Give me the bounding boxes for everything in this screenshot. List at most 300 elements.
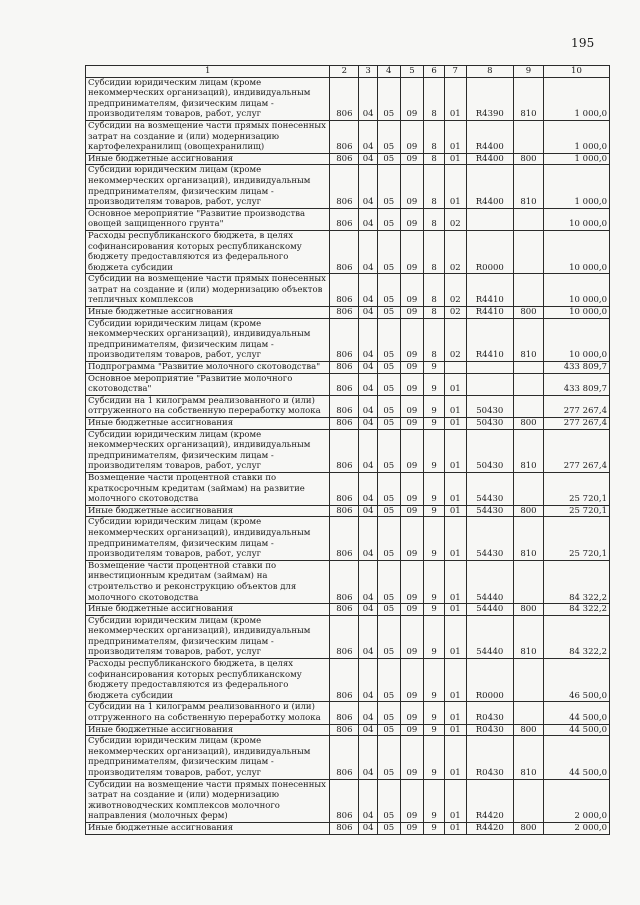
row-code-subprogram: 8 [424, 120, 445, 153]
row-code-admin: 806 [330, 165, 359, 208]
row-code-subprogram: 9 [424, 505, 445, 517]
row-description: Иные бюджетные ассигнования [86, 307, 330, 319]
row-code-subsection: 05 [377, 395, 400, 417]
row-code-expense-type [514, 472, 544, 505]
row-code-admin: 806 [330, 505, 359, 517]
table-row [86, 429, 610, 472]
table-row [86, 165, 610, 208]
row-code-direction: R4410 [466, 318, 513, 361]
row-code-event: 01 [444, 153, 466, 165]
row-code-direction [466, 362, 513, 374]
table-row [86, 560, 610, 603]
row-code-subprogram: 9 [424, 373, 445, 395]
row-code-subsection: 05 [377, 517, 400, 560]
row-description: Субсидии юридическим лицам (кроме некоммерческих организаций), индивидуальным предпринимателям, физическим лицам - производителям товаров, работ, услуг [86, 615, 330, 658]
row-code-expense-type [514, 120, 544, 153]
row-code-subsection: 05 [377, 307, 400, 319]
row-code-section: 04 [359, 120, 378, 153]
row-code-subsection: 05 [377, 77, 400, 120]
row-code-subprogram: 9 [424, 736, 445, 779]
row-code-direction: R4410 [466, 274, 513, 307]
row-amount: 10 000,0 [543, 230, 609, 273]
row-code-admin: 806 [330, 472, 359, 505]
row-code-subsection: 05 [377, 822, 400, 834]
row-code-subprogram: 9 [424, 517, 445, 560]
row-code-admin: 806 [330, 724, 359, 736]
row-code-section: 04 [359, 165, 378, 208]
row-code-direction: R4420 [466, 822, 513, 834]
table-row [86, 604, 610, 616]
row-code-expense-type [514, 659, 544, 702]
row-code-subprogram: 9 [424, 418, 445, 430]
row-code-section: 04 [359, 77, 378, 120]
row-code-direction: R4400 [466, 165, 513, 208]
row-description: Субсидии юридическим лицам (кроме некоммерческих организаций), индивидуальным предпринимателям, физическим лицам - производителям товаров, работ, услуг [86, 77, 330, 120]
row-code-direction: 54440 [466, 604, 513, 616]
row-code-admin: 806 [330, 373, 359, 395]
row-code-event: 01 [444, 736, 466, 779]
table-row [86, 230, 610, 273]
row-code-event: 02 [444, 230, 466, 273]
row-amount: 44 500,0 [543, 736, 609, 779]
row-code-subsection: 05 [377, 120, 400, 153]
row-code-subsection: 05 [377, 373, 400, 395]
row-code-expense-type: 810 [514, 736, 544, 779]
row-description: Субсидии юридическим лицам (кроме некоммерческих организаций), индивидуальным предпринимателям, физическим лицам - производителям товаров, работ, услуг [86, 429, 330, 472]
row-amount: 433 809,7 [543, 362, 609, 374]
row-code-subprogram: 8 [424, 318, 445, 361]
table-row [86, 318, 610, 361]
row-code-subprogram: 9 [424, 604, 445, 616]
column-header: 6 [424, 66, 445, 78]
row-description: Иные бюджетные ассигнования [86, 724, 330, 736]
row-amount: 2 000,0 [543, 779, 609, 822]
table-row [86, 120, 610, 153]
row-description: Субсидии на возмещение части прямых понесенных затрат на создание и (или) модернизацию животноводческих комплексов молочного направления (молочных ферм) [86, 779, 330, 822]
row-code-admin: 806 [330, 208, 359, 230]
row-code-section: 04 [359, 472, 378, 505]
row-code-event: 01 [444, 724, 466, 736]
row-code-expense-type: 800 [514, 822, 544, 834]
row-description: Расходы республиканского бюджета, в целях софинансирования которых республиканскому бюджету предоставляются из федерального бюджета субсидии [86, 230, 330, 273]
row-code-subsection: 05 [377, 429, 400, 472]
row-code-expense-type [514, 208, 544, 230]
row-code-admin: 806 [330, 230, 359, 273]
row-code-subsection: 05 [377, 418, 400, 430]
row-code-admin: 806 [330, 615, 359, 658]
column-header: 5 [400, 66, 424, 78]
row-code-admin: 806 [330, 307, 359, 319]
budget-table [85, 65, 610, 835]
row-code-subprogram: 9 [424, 724, 445, 736]
column-header: 3 [359, 66, 378, 78]
row-code-subprogram: 9 [424, 429, 445, 472]
row-code-subprogram: 8 [424, 77, 445, 120]
row-code-subsection: 05 [377, 736, 400, 779]
row-code-expense-type: 800 [514, 604, 544, 616]
row-code-direction: 54430 [466, 517, 513, 560]
row-code-subsection: 05 [377, 724, 400, 736]
row-description: Возмещение части процентной ставки по инвестиционным кредитам (займам) на строительство и реконструкцию объектов для молочного скотоводства [86, 560, 330, 603]
row-code-subprogram: 9 [424, 779, 445, 822]
row-amount: 25 720,1 [543, 472, 609, 505]
row-code-admin: 806 [330, 736, 359, 779]
row-code-event: 01 [444, 560, 466, 603]
row-code-direction: R0430 [466, 736, 513, 779]
row-code-direction: 54440 [466, 615, 513, 658]
row-code-expense-type [514, 362, 544, 374]
row-amount: 10 000,0 [543, 274, 609, 307]
row-code-direction: R4400 [466, 153, 513, 165]
row-code-section: 04 [359, 724, 378, 736]
row-code-expense-type [514, 702, 544, 724]
row-amount: 277 267,4 [543, 429, 609, 472]
row-code-admin: 806 [330, 779, 359, 822]
row-code-program: 09 [400, 659, 424, 702]
row-code-event: 02 [444, 208, 466, 230]
row-code-program: 09 [400, 724, 424, 736]
row-code-subsection: 05 [377, 505, 400, 517]
table-row [86, 274, 610, 307]
row-code-event: 01 [444, 779, 466, 822]
table-row [86, 736, 610, 779]
table-row [86, 505, 610, 517]
row-code-subsection: 05 [377, 560, 400, 603]
row-code-subprogram: 9 [424, 362, 445, 374]
row-code-section: 04 [359, 274, 378, 307]
row-code-section: 04 [359, 362, 378, 374]
row-amount: 44 500,0 [543, 702, 609, 724]
row-description: Подпрограмма "Развитие молочного скотоводства" [86, 362, 330, 374]
row-code-program: 09 [400, 560, 424, 603]
header-row [86, 66, 610, 78]
row-description: Субсидии юридическим лицам (кроме некоммерческих организаций), индивидуальным предпринимателям, физическим лицам - производителям товаров, работ, услуг [86, 517, 330, 560]
row-code-section: 04 [359, 779, 378, 822]
row-code-program: 09 [400, 822, 424, 834]
row-description: Субсидии юридическим лицам (кроме некоммерческих организаций), индивидуальным предпринимателям, физическим лицам - производителям товаров, работ, услуг [86, 165, 330, 208]
row-code-direction: R4390 [466, 77, 513, 120]
row-code-program: 09 [400, 373, 424, 395]
column-header: 7 [444, 66, 466, 78]
row-amount: 84 322,2 [543, 604, 609, 616]
row-code-program: 09 [400, 779, 424, 822]
row-amount: 25 720,1 [543, 505, 609, 517]
row-code-expense-type: 810 [514, 77, 544, 120]
row-code-expense-type [514, 395, 544, 417]
row-code-subprogram: 9 [424, 659, 445, 702]
row-code-program: 09 [400, 362, 424, 374]
table-row [86, 307, 610, 319]
row-code-subprogram: 9 [424, 702, 445, 724]
row-description: Субсидии юридическим лицам (кроме некоммерческих организаций), индивидуальным предпринимателям, физическим лицам - производителям товаров, работ, услуг [86, 318, 330, 361]
row-code-direction: 50430 [466, 418, 513, 430]
row-code-admin: 806 [330, 318, 359, 361]
row-amount: 44 500,0 [543, 724, 609, 736]
row-code-section: 04 [359, 395, 378, 417]
row-description: Возмещение части процентной ставки по краткосрочным кредитам (займам) на развитие молочного скотоводства [86, 472, 330, 505]
row-code-program: 09 [400, 120, 424, 153]
row-code-expense-type: 810 [514, 165, 544, 208]
row-code-subsection: 05 [377, 318, 400, 361]
row-code-subsection: 05 [377, 702, 400, 724]
row-code-program: 09 [400, 318, 424, 361]
table-row [86, 153, 610, 165]
row-code-subsection: 05 [377, 472, 400, 505]
row-code-admin: 806 [330, 822, 359, 834]
row-code-direction: 50430 [466, 395, 513, 417]
row-code-program: 09 [400, 517, 424, 560]
row-code-direction: 54430 [466, 505, 513, 517]
table-row [86, 659, 610, 702]
row-code-program: 09 [400, 395, 424, 417]
row-code-event [444, 362, 466, 374]
row-code-subprogram: 8 [424, 208, 445, 230]
row-code-expense-type: 800 [514, 724, 544, 736]
row-code-section: 04 [359, 736, 378, 779]
row-code-expense-type: 810 [514, 517, 544, 560]
row-code-admin: 806 [330, 395, 359, 417]
row-code-program: 09 [400, 307, 424, 319]
table-row [86, 517, 610, 560]
row-code-program: 09 [400, 736, 424, 779]
row-code-admin: 806 [330, 274, 359, 307]
row-description: Субсидии на 1 килограмм реализованного и (или) отгруженного на собственную переработку молока [86, 395, 330, 417]
row-code-section: 04 [359, 604, 378, 616]
row-code-program: 09 [400, 77, 424, 120]
row-amount: 1 000,0 [543, 77, 609, 120]
row-code-event: 01 [444, 822, 466, 834]
row-code-subprogram: 8 [424, 230, 445, 273]
row-description: Иные бюджетные ассигнования [86, 604, 330, 616]
row-code-admin: 806 [330, 120, 359, 153]
column-header: 8 [466, 66, 513, 78]
row-code-direction: 50430 [466, 429, 513, 472]
row-code-event: 01 [444, 517, 466, 560]
row-code-expense-type [514, 373, 544, 395]
row-code-program: 09 [400, 153, 424, 165]
row-code-subprogram: 8 [424, 274, 445, 307]
row-code-section: 04 [359, 517, 378, 560]
row-code-direction: R4400 [466, 120, 513, 153]
row-code-section: 04 [359, 418, 378, 430]
table-row [86, 822, 610, 834]
row-code-section: 04 [359, 822, 378, 834]
row-code-event: 01 [444, 395, 466, 417]
row-code-direction: R4410 [466, 307, 513, 319]
row-code-subsection: 05 [377, 153, 400, 165]
row-code-expense-type [514, 779, 544, 822]
row-code-event: 01 [444, 373, 466, 395]
row-code-event: 01 [444, 702, 466, 724]
table-row [86, 418, 610, 430]
row-code-subsection: 05 [377, 362, 400, 374]
row-code-subprogram: 9 [424, 822, 445, 834]
row-code-admin: 806 [330, 560, 359, 603]
row-code-admin: 806 [330, 153, 359, 165]
row-amount: 277 267,4 [543, 395, 609, 417]
row-amount: 1 000,0 [543, 120, 609, 153]
row-code-event: 01 [444, 429, 466, 472]
row-code-admin: 806 [330, 418, 359, 430]
row-code-subprogram: 9 [424, 560, 445, 603]
row-code-section: 04 [359, 659, 378, 702]
row-description: Основное мероприятие "Развитие молочного скотоводства" [86, 373, 330, 395]
row-code-expense-type [514, 230, 544, 273]
row-code-admin: 806 [330, 604, 359, 616]
row-code-admin: 806 [330, 517, 359, 560]
row-description: Иные бюджетные ассигнования [86, 822, 330, 834]
row-description: Иные бюджетные ассигнования [86, 153, 330, 165]
row-code-direction [466, 373, 513, 395]
row-code-event: 01 [444, 505, 466, 517]
row-code-event: 01 [444, 659, 466, 702]
table-row [86, 615, 610, 658]
row-code-program: 09 [400, 418, 424, 430]
row-code-section: 04 [359, 560, 378, 603]
row-code-subsection: 05 [377, 604, 400, 616]
row-code-subsection: 05 [377, 659, 400, 702]
row-description: Субсидии на возмещение части прямых понесенных затрат на создание и (или) модернизацию картофелехранилищ (овощехранилищ) [86, 120, 330, 153]
column-header: 9 [514, 66, 544, 78]
row-code-admin: 806 [330, 429, 359, 472]
table-row [86, 77, 610, 120]
row-code-subsection: 05 [377, 274, 400, 307]
row-code-subsection: 05 [377, 779, 400, 822]
row-amount: 1 000,0 [543, 153, 609, 165]
row-description: Расходы республиканского бюджета, в целях софинансирования которых республиканскому бюджету предоставляются из федерального бюджета субсидии [86, 659, 330, 702]
row-description: Иные бюджетные ассигнования [86, 505, 330, 517]
row-code-subsection: 05 [377, 208, 400, 230]
row-code-subsection: 05 [377, 165, 400, 208]
row-code-section: 04 [359, 208, 378, 230]
row-code-expense-type: 800 [514, 505, 544, 517]
column-header: 1 [86, 66, 330, 78]
table-body [86, 77, 610, 834]
row-code-section: 04 [359, 615, 378, 658]
row-amount: 1 000,0 [543, 165, 609, 208]
column-header: 4 [377, 66, 400, 78]
row-code-event: 02 [444, 318, 466, 361]
table-row [86, 362, 610, 374]
row-code-expense-type: 800 [514, 153, 544, 165]
row-code-subprogram: 9 [424, 615, 445, 658]
row-code-direction: 54430 [466, 472, 513, 505]
table-row [86, 373, 610, 395]
row-code-section: 04 [359, 230, 378, 273]
row-description: Субсидии на 1 килограмм реализованного и (или) отгруженного на собственную переработку молока [86, 702, 330, 724]
row-code-section: 04 [359, 307, 378, 319]
row-code-expense-type: 810 [514, 429, 544, 472]
row-code-expense-type: 810 [514, 318, 544, 361]
row-code-admin: 806 [330, 702, 359, 724]
table-row [86, 724, 610, 736]
row-code-event: 01 [444, 120, 466, 153]
row-code-direction: R0430 [466, 702, 513, 724]
row-code-admin: 806 [330, 362, 359, 374]
row-amount: 2 000,0 [543, 822, 609, 834]
row-code-subsection: 05 [377, 230, 400, 273]
row-code-event: 01 [444, 418, 466, 430]
row-code-direction: R0430 [466, 724, 513, 736]
row-code-section: 04 [359, 373, 378, 395]
row-description: Субсидии на возмещение части прямых понесенных затрат на создание и (или) модернизацию объектов тепличных комплексов [86, 274, 330, 307]
row-code-subprogram: 9 [424, 472, 445, 505]
row-code-direction: R0000 [466, 230, 513, 273]
row-amount: 46 500,0 [543, 659, 609, 702]
row-code-expense-type: 810 [514, 615, 544, 658]
row-code-expense-type: 800 [514, 307, 544, 319]
row-description: Иные бюджетные ассигнования [86, 418, 330, 430]
row-description: Основное мероприятие "Развитие производства овощей защищенного грунта" [86, 208, 330, 230]
row-code-direction: R4420 [466, 779, 513, 822]
row-code-subprogram: 8 [424, 153, 445, 165]
row-amount: 10 000,0 [543, 318, 609, 361]
row-code-program: 09 [400, 604, 424, 616]
row-code-program: 09 [400, 472, 424, 505]
row-code-direction [466, 208, 513, 230]
table-row [86, 779, 610, 822]
row-code-section: 04 [359, 505, 378, 517]
row-code-program: 09 [400, 702, 424, 724]
row-code-direction: 54440 [466, 560, 513, 603]
row-code-event: 01 [444, 77, 466, 120]
table-row [86, 702, 610, 724]
row-code-program: 09 [400, 505, 424, 517]
page-number: 195 [571, 36, 595, 50]
row-code-subprogram: 8 [424, 165, 445, 208]
table-row [86, 395, 610, 417]
row-code-subprogram: 9 [424, 395, 445, 417]
row-code-section: 04 [359, 702, 378, 724]
row-code-event: 01 [444, 615, 466, 658]
table-row [86, 472, 610, 505]
row-code-subsection: 05 [377, 615, 400, 658]
row-amount: 10 000,0 [543, 307, 609, 319]
row-amount: 84 322,2 [543, 615, 609, 658]
table-row [86, 208, 610, 230]
row-code-admin: 806 [330, 77, 359, 120]
row-amount: 25 720,1 [543, 517, 609, 560]
column-header: 10 [543, 66, 609, 78]
row-code-event: 01 [444, 165, 466, 208]
row-code-section: 04 [359, 429, 378, 472]
row-code-program: 09 [400, 230, 424, 273]
row-code-direction: R0000 [466, 659, 513, 702]
row-amount: 10 000,0 [543, 208, 609, 230]
row-code-admin: 806 [330, 659, 359, 702]
row-code-expense-type: 800 [514, 418, 544, 430]
row-description: Субсидии юридическим лицам (кроме некоммерческих организаций), индивидуальным предпринимателям, физическим лицам - производителям товаров, работ, услуг [86, 736, 330, 779]
row-code-section: 04 [359, 153, 378, 165]
row-code-section: 04 [359, 318, 378, 361]
row-code-subprogram: 8 [424, 307, 445, 319]
row-code-expense-type [514, 560, 544, 603]
row-code-program: 09 [400, 165, 424, 208]
row-code-event: 01 [444, 604, 466, 616]
row-amount: 433 809,7 [543, 373, 609, 395]
row-code-event: 02 [444, 307, 466, 319]
row-amount: 277 267,4 [543, 418, 609, 430]
row-code-event: 01 [444, 472, 466, 505]
column-header: 2 [330, 66, 359, 78]
row-code-program: 09 [400, 615, 424, 658]
row-code-program: 09 [400, 274, 424, 307]
row-code-expense-type [514, 274, 544, 307]
row-amount: 84 322,2 [543, 560, 609, 603]
row-code-event: 02 [444, 274, 466, 307]
row-code-program: 09 [400, 208, 424, 230]
row-code-program: 09 [400, 429, 424, 472]
